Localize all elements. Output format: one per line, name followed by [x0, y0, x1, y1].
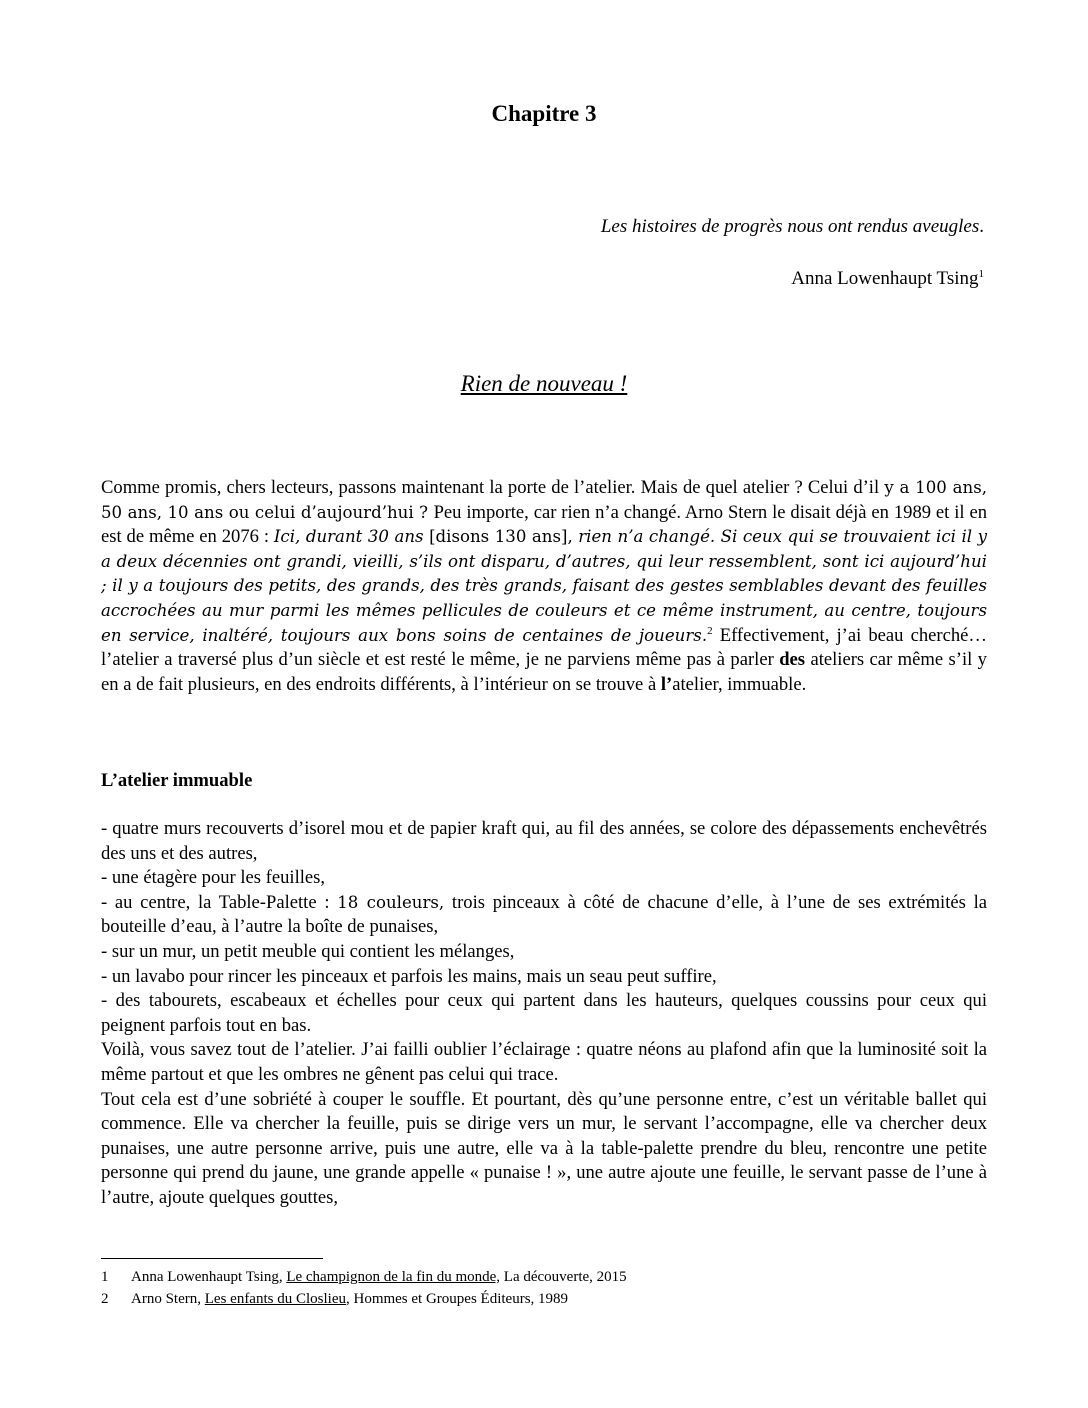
- footnote-ref-1[interactable]: 1: [978, 268, 984, 280]
- intro-text-6: atelier, immuable.: [672, 673, 807, 695]
- intro-text-3: Peu importe, car rien n’a changé. Arno Stern le disait déjà en 1989 et il en est de même en 2076 :: [101, 501, 987, 548]
- chapter-title: Chapitre 3: [491, 101, 597, 126]
- footnote-2: [101, 1288, 627, 1310]
- epigraph-quote: [601, 216, 984, 238]
- epigraph-author-name: Anna Lowenhaupt Tsing: [791, 268, 979, 289]
- footnote-author: Anna Lowenhaupt Tsing,: [131, 1269, 287, 1285]
- intro-bold-des: des: [779, 649, 806, 671]
- intro-text-1: Comme promis, chers lecteurs, passons maintenant la porte de l’atelier. Mais de quel atelier ? Celui d’il: [101, 477, 885, 498]
- intro-paragraph: [101, 476, 987, 697]
- body-paragraph: Voilà, vous savez tout de l’atelier. J’ai failli oublier l’éclairage : quatre néons au plafond afin que la luminosité soit la même partout et que les ombres ne gênent pas celui qui trace.: [101, 1039, 987, 1085]
- list-item: - des tabourets, escabeaux et échelles pour ceux qui partent dans les hauteurs, quelques coussins pour ceux qui peignent parfois tout en bas.: [101, 990, 987, 1036]
- footnotes: [101, 1266, 627, 1310]
- list-item: - sur un mur, un petit meuble qui contient les mélanges,: [101, 940, 515, 962]
- intro-quote-1: Ici, durant 30 ans: [273, 527, 424, 547]
- footnote-publisher: La découverte, 2015: [500, 1269, 627, 1285]
- footnote-number: 1: [101, 1269, 109, 1285]
- list-item: [101, 891, 987, 940]
- list-item: - un lavabo pour rincer les pinceaux et parfois les mains, mais un seau peut suffire,: [101, 965, 717, 987]
- list-item: - quatre murs recouverts d’isorel mou et de papier kraft qui, au fil des années, se colore des dépassements enchevêtrés des uns et des autres,: [101, 818, 987, 864]
- list-item-text: 18 couleurs,: [337, 892, 445, 912]
- list-item-text: trois pinceaux à côté de chacune d’elle, à l’une de ses extrémités la bouteille d’eau, à l’autre la boîte de punaises,: [101, 891, 988, 938]
- atelier-list: [101, 817, 987, 1211]
- footnote-ref-2[interactable]: 2: [707, 624, 713, 637]
- footnote-number: 2: [101, 1291, 109, 1307]
- intro-text-2: y a 100 ans, 50 ans, 10 ans ou celui d’aujourd’hui ?: [101, 478, 987, 522]
- intro-bracket: [disons 130 ans],: [423, 527, 579, 547]
- footnote-separator: [101, 1258, 323, 1259]
- list-item: - une étagère pour les feuilles,: [101, 867, 326, 889]
- footnote-text: [131, 1288, 568, 1310]
- body-paragraph: Tout cela est d’une sobriété à couper le souffle. Et pourtant, dès qu’une personne entre, c’est un véritable ballet qui commence. Elle va chercher la feuille, puis se dirige vers un mur, le servant l’accompagne, elle va chercher deux punaises, une autre personne arrive, puis une autre, elle va à la table-palette prendre du bleu, rencontre une petite personne qui prend du jaune, une grande appelle « punaise ! », une autre ajoute une feuille, le servant passe de l’une à l’autre, ajoute quelques gouttes,: [101, 1088, 987, 1208]
- footnote-author: Arno Stern,: [131, 1291, 205, 1307]
- footnote-publisher: , Hommes et Groupes Éditeurs, 1989: [345, 1291, 569, 1307]
- footnote-text: [131, 1266, 627, 1288]
- epigraph-quote-end: .: [979, 216, 984, 237]
- footnote-book-title: Les enfants du Closlieu: [204, 1291, 346, 1307]
- intro-text-5: ateliers car même s’il y en a de fait plusieurs, en des endroits différents, à l’intérieur on se trouve à: [101, 649, 987, 695]
- section-title: Rien de nouveau !: [460, 371, 628, 396]
- subsection-title: L’atelier immuable: [101, 770, 253, 791]
- footnote-book-title: Le champignon de la fin du monde,: [286, 1269, 501, 1285]
- intro-quote-2: rien n’a changé. Si ceux qui se trouvaient ici il y a deux décennies ont grandi, vieilli, s’ils ont disparu, d’autres, qui leur ressemblent, sont ici aujourd’hui ; il y a toujours des petits, des grands, des très grands, faisant des gestes semblables devant des feuilles accrochées au mur parmi les mêmes pellicules de couleurs et ce même instrument, au centre, toujours en service, inaltéré, toujours aux bons soins de centaines de joueurs.: [101, 527, 987, 645]
- epigraph-author: [791, 268, 984, 290]
- intro-text-4: Effectivement, j’ai beau cherché… l’atelier a traversé plus d’un siècle et est resté le même, je ne parviens même pas à parler: [101, 624, 987, 671]
- list-item-text: - au centre, la Table-Palette :: [101, 891, 338, 913]
- intro-bold-l: l’: [660, 673, 673, 695]
- epigraph-quote-text: Les histoires de progrès nous ont rendus aveugles: [600, 216, 980, 237]
- footnote-1: [101, 1266, 627, 1288]
